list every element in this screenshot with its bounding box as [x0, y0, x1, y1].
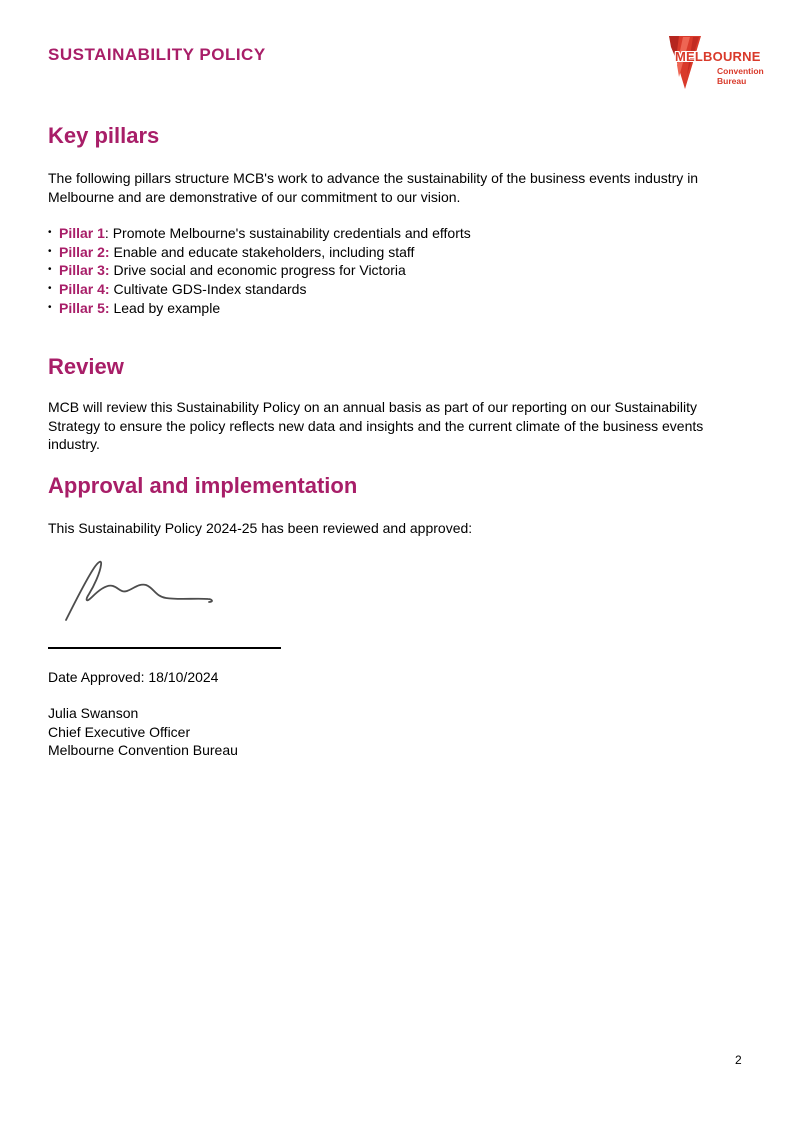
review-body: MCB will review this Sustainability Policy on an annual basis as part of our reporting on our Sustainability Strategy to ensure the policy reflects new data and insights and the current climate of the business events industry.: [48, 399, 704, 453]
section-heading-approval: Approval and implementation: [48, 473, 358, 498]
pillar-5-text: Lead by example: [109, 299, 221, 316]
pillar-item-1: [48, 224, 471, 243]
date-approved: Date Approved: 18/10/2024: [48, 669, 219, 685]
pillar-item-4: [48, 280, 471, 299]
section-heading-review: Review: [48, 354, 124, 379]
section-heading-key-pillars: Key pillars: [48, 123, 160, 148]
pillar-4-text: Cultivate GDS-Index standards: [109, 281, 307, 298]
key-pillars-intro: The following pillars structure MCB's work to advance the sustainability of the business events industry in Melbourne and are demonstrative of our commitment to our vision.: [48, 170, 699, 205]
pillar-2-label: Pillar 2:: [59, 243, 110, 260]
signatory-block: [48, 704, 238, 760]
signatory-org: Melbourne Convention Bureau: [48, 742, 238, 759]
pillar-4-label: Pillar 4:: [59, 281, 110, 298]
page-number: 2: [735, 1053, 742, 1067]
approval-body: This Sustainability Policy 2024-25 has been reviewed and approved:: [48, 520, 473, 536]
pillar-item-5: [48, 299, 471, 318]
pillar-3-text: Drive social and economic progress for Victoria: [109, 262, 406, 279]
logo-subtext: [717, 66, 764, 86]
signatory-name: Julia Swanson: [48, 705, 139, 721]
pillar-item-3: [48, 261, 471, 280]
pillar-5-label: Pillar 5:: [59, 299, 110, 316]
pillar-1-text: : Promote Melbourne's sustainability credentials and efforts: [104, 225, 471, 241]
mcb-logo: [666, 35, 772, 93]
logo-subtext-line1: Convention: [717, 66, 764, 76]
signatory-title: Chief Executive Officer: [48, 723, 191, 740]
logo-wordmark: MELBOURNE: [675, 49, 761, 64]
document-title: SUSTAINABILITY POLICY: [48, 45, 266, 64]
pillar-item-2: [48, 243, 471, 262]
logo-subtext-line2: Bureau: [717, 76, 747, 86]
signature-image: [58, 552, 238, 632]
pillar-1-label: Pillar 1: [59, 225, 105, 241]
signature-line: [48, 647, 281, 649]
pillar-list: [48, 224, 471, 318]
pillar-3-label: Pillar 3:: [59, 262, 110, 279]
pillar-2-text: Enable and educate stakeholders, including staff: [109, 243, 415, 260]
